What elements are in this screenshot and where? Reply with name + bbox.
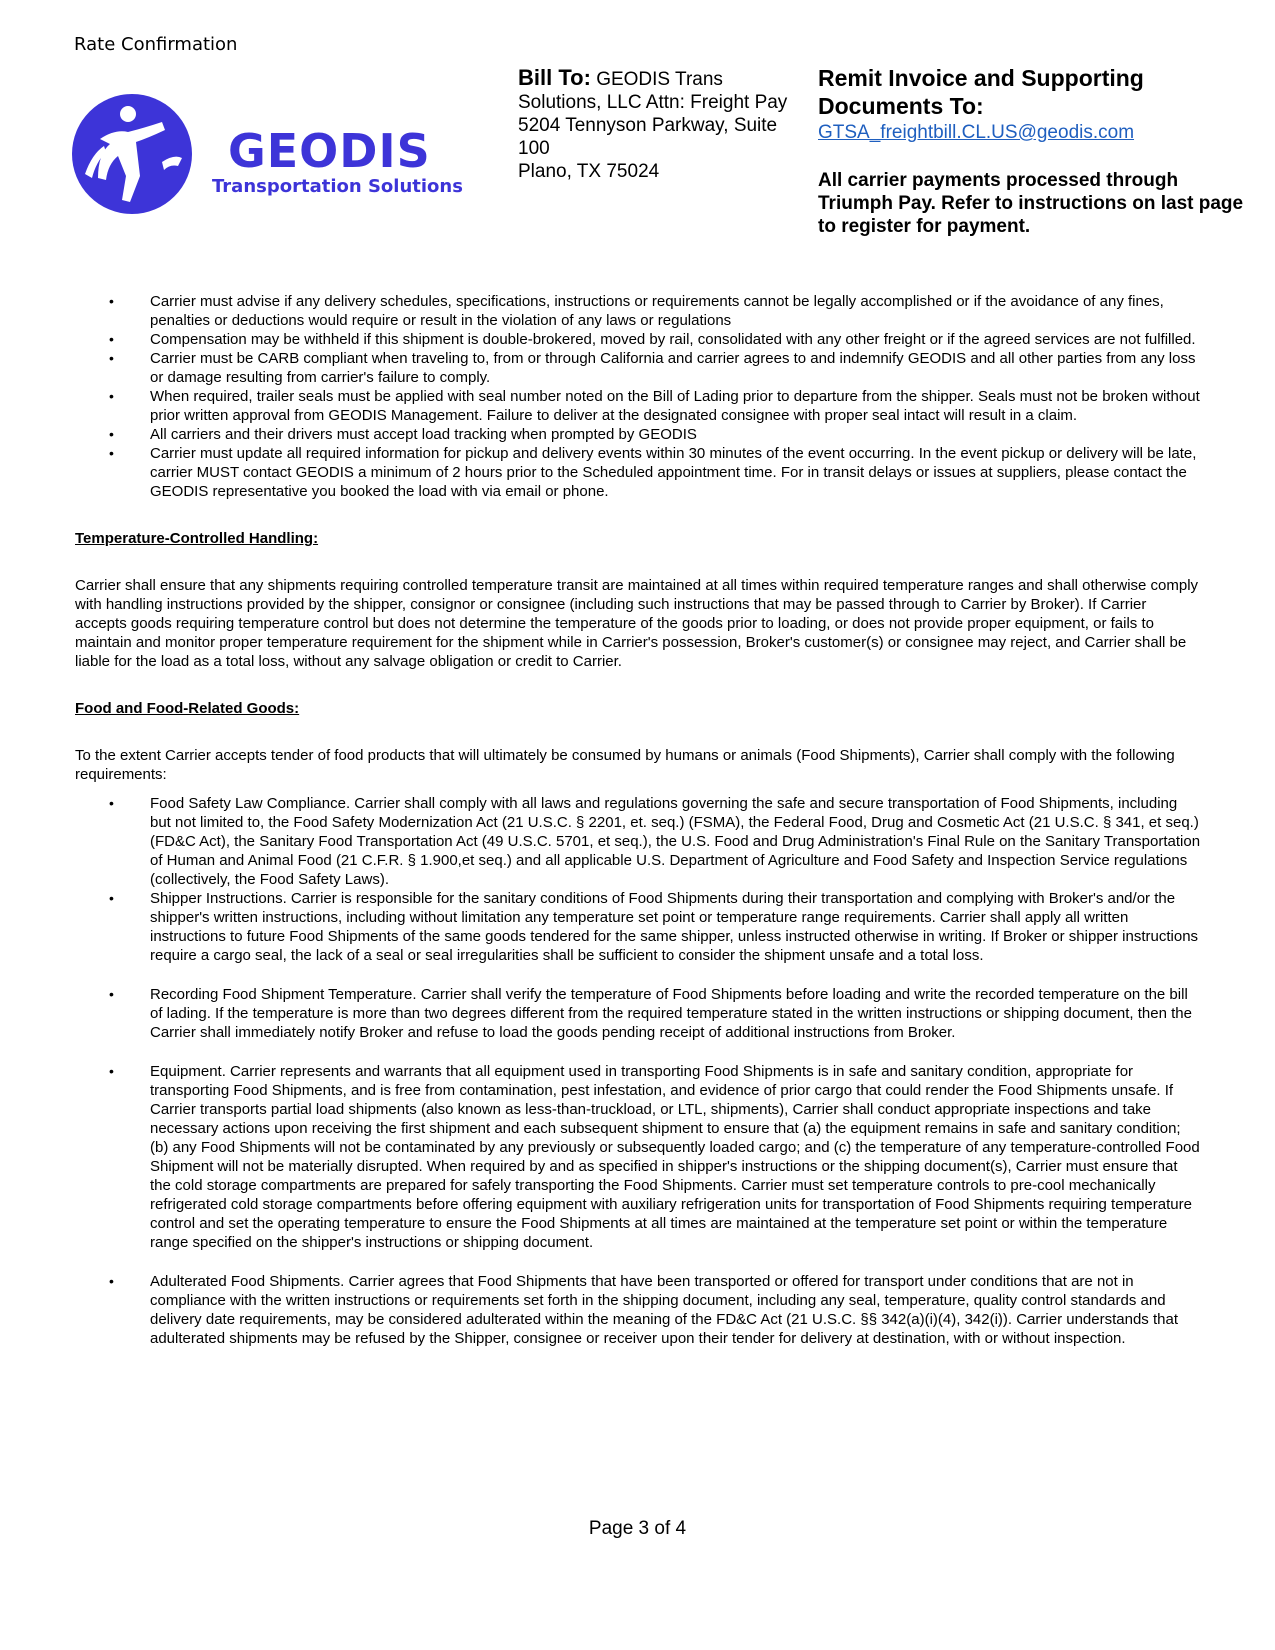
bill-to-line1: GEODIS Trans Solutions, LLC Attn: Freight Pay <box>518 69 788 113</box>
remit-title: Remit Invoice and Supporting Documents To: <box>818 65 1144 119</box>
list-item: • Carrier must update all required information for pickup and delivery events within 30 minutes of the event occurring. In the event pickup or delivery will be late, carrier MUST contact GEODIS a minimum of 2 hours prior to the Scheduled appointment time. For in transit delays or issues at suppliers, please contact the GEODIS representative you booked the load with via email or phone. <box>75 444 1202 501</box>
list-item: • Adulterated Food Shipments. Carrier agrees that Food Shipments that have been transported or offered for transport under conditions that are not in compliance with the written instructions or requirements set forth in the shipping document, including any seal, temperature, quality control standards and delivery date requirements, may be considered adulterated within the meaning of the FD&C Act (21 U.S.C. §§ 342(a)(i)(4), 342(i)). Carrier understands that adulterated shipments may be refused by the Shipper, consignee or receiver upon their tender for delivery at destination, with or without inspection. <box>75 1272 1202 1348</box>
logo-wordmark: GEODIS <box>228 124 431 178</box>
document-title: Rate Confirmation <box>74 34 238 55</box>
page-number: Page 3 of 4 <box>588 1518 687 1539</box>
logo-subtitle: Transportation Solutions <box>212 176 463 197</box>
bill-to-line3: Plano, TX 75024 <box>518 161 660 182</box>
geodis-figure-icon <box>70 84 210 224</box>
list-item: • When required, trailer seals must be applied with seal number noted on the Bill of Lading prior to departure from the shipper. Seals must not be broken without prior written approval from GEODIS Management. Failure to deliver at the designated consignee with proper seal intact will result in a claim. <box>75 387 1202 425</box>
temperature-heading: Temperature-Controlled Handling: <box>75 530 319 547</box>
list-item: • Equipment. Carrier represents and warrants that all equipment used in transporting Food Shipments is in safe and sanitary condition, appropriate for transporting Food Shipments, and is free from contamination, pest infestation, and evidence of prior cargo that could render the Food Shipments unsafe. If Carrier transports partial load shipments (also known as less-than-truckload, or LTL, shipments), Carrier shall conduct appropriate inspections and take necessary actions upon receiving the first shipment and each subsequent shipment to ensure that (a) the equipment remains in safe and sanitary condition; (b) any Food Shipments will not be contaminated by any previously or subsequently loaded cargo; and (c) the temperature of any temperature-controlled Food Shipment will not be materially disrupted. When required by and as specified in shipper's instructions or the shipping document(s), Carrier must ensure that the cold storage compartments are prepared for safely transporting the Food Shipments. Carrier must set temperature controls to pre-cool mechanically refrigerated cold storage compartments before offering equipment with auxiliary refrigeration units for transportation of Food Shipments requiring temperature control and set the operating temperature to ensure the Food Shipments at all times are maintained at the temperature set point or within the temperature range specified on the shipper's instructions or shipping document. <box>75 1062 1202 1252</box>
bill-to-block <box>518 66 788 183</box>
food-heading: Food and Food-Related Goods: <box>75 700 300 717</box>
food-intro: To the extent Carrier accepts tender of food products that will ultimately be consumed by humans or animals (Food Shipments), Carrier shall comply with the following requirements: <box>75 747 1175 783</box>
list-item: • Carrier must be CARB compliant when traveling to, from or through California and carrier agrees to and indemnify GEODIS and all other parties from any loss or damage resulting from carrier's failure to comply. <box>75 349 1202 387</box>
bill-to-line2: 5204 Tennyson Parkway, Suite 100 <box>518 115 778 159</box>
bill-to-label: Bill To: <box>518 65 591 90</box>
terms-content <box>75 292 1202 1348</box>
food-requirements-list <box>75 794 1202 1348</box>
list-item: • Food Safety Law Compliance. Carrier shall comply with all laws and regulations governing the safe and secure transportation of Food Shipments, including but not limited to, the Food Safety Modernization Act (21 U.S.C. § 2201, et. seq.) (FSMA), the Federal Food, Drug and Cosmetic Act (21 U.S.C. § 341, et seq.) (FD&C Act), the Sanitary Food Transportation Act (49 U.S.C. 5701, et seq.), the U.S. Food and Drug Administration's Final Rule on the Sanitary Transportation of Human and Animal Food (21 C.F.R. § 1.900,et seq.) and all applicable U.S. Department of Agriculture and Food Safety and Inspection Service regulations (collectively, the Food Safety Laws). <box>75 794 1202 889</box>
carrier-requirements-list <box>75 292 1202 501</box>
remit-email-link[interactable]: GTSA_freightbill.CL.US@geodis.com <box>818 122 1135 143</box>
temperature-paragraph: Carrier shall ensure that any shipments requiring controlled temperature transit are maintained at all times within required temperature ranges and shall otherwise comply with handling instructions provided by the shipper, consignor or consignee (including such instructions that may be passed through to Carrier by Broker). If Carrier accepts goods requiring temperature control but does not determine the temperature of the goods prior to loading, or does not provide proper equipment, or fails to maintain and monitor proper temperature requirement for the shipment while in Carrier's possession, Broker's customer(s) or consignee may reject, and Carrier shall be liable for the load as a total loss, without any salvage obligation or credit to Carrier. <box>75 577 1199 670</box>
list-item: • Carrier must advise if any delivery schedules, specifications, instructions or requirements cannot be legally accomplished or if the avoidance of any fines, penalties or deductions would require or result in the violation of any laws or regulations <box>75 292 1202 330</box>
list-item: • Shipper Instructions. Carrier is responsible for the sanitary conditions of Food Shipments during their transportation and complying with Broker's and/or the shipper's written instructions, including without limitation any temperature set point or temperature range requirements. Carrier shall apply all written instructions to future Food Shipments of the same goods tendered for the same shipper, unless instructed otherwise in writing. If Broker or shipper instructions require a cargo seal, the lack of a seal or seal irregularities shall be sufficient to consider the shipment unsafe and a total loss. <box>75 889 1202 965</box>
list-item: • Compensation may be withheld if this shipment is double-brokered, moved by rail, consolidated with any other freight or if the agreed services are not fulfilled. <box>75 330 1202 349</box>
list-item: • All carriers and their drivers must accept load tracking when prompted by GEODIS <box>75 425 1202 444</box>
remit-block <box>818 64 1248 238</box>
remit-payment-note: All carrier payments processed through Triumph Pay. Refer to instructions on last page to register for payment. <box>818 170 1244 237</box>
geodis-logo <box>70 84 470 224</box>
list-item: • Recording Food Shipment Temperature. Carrier shall verify the temperature of Food Shipments before loading and write the recorded temperature on the bill of lading. If the temperature is more than two degrees different from the required temperature stated in the written instructions or shipping document, then the Carrier shall immediately notify Broker and refuse to load the goods pending receipt of additional instructions from Broker. <box>75 985 1202 1042</box>
